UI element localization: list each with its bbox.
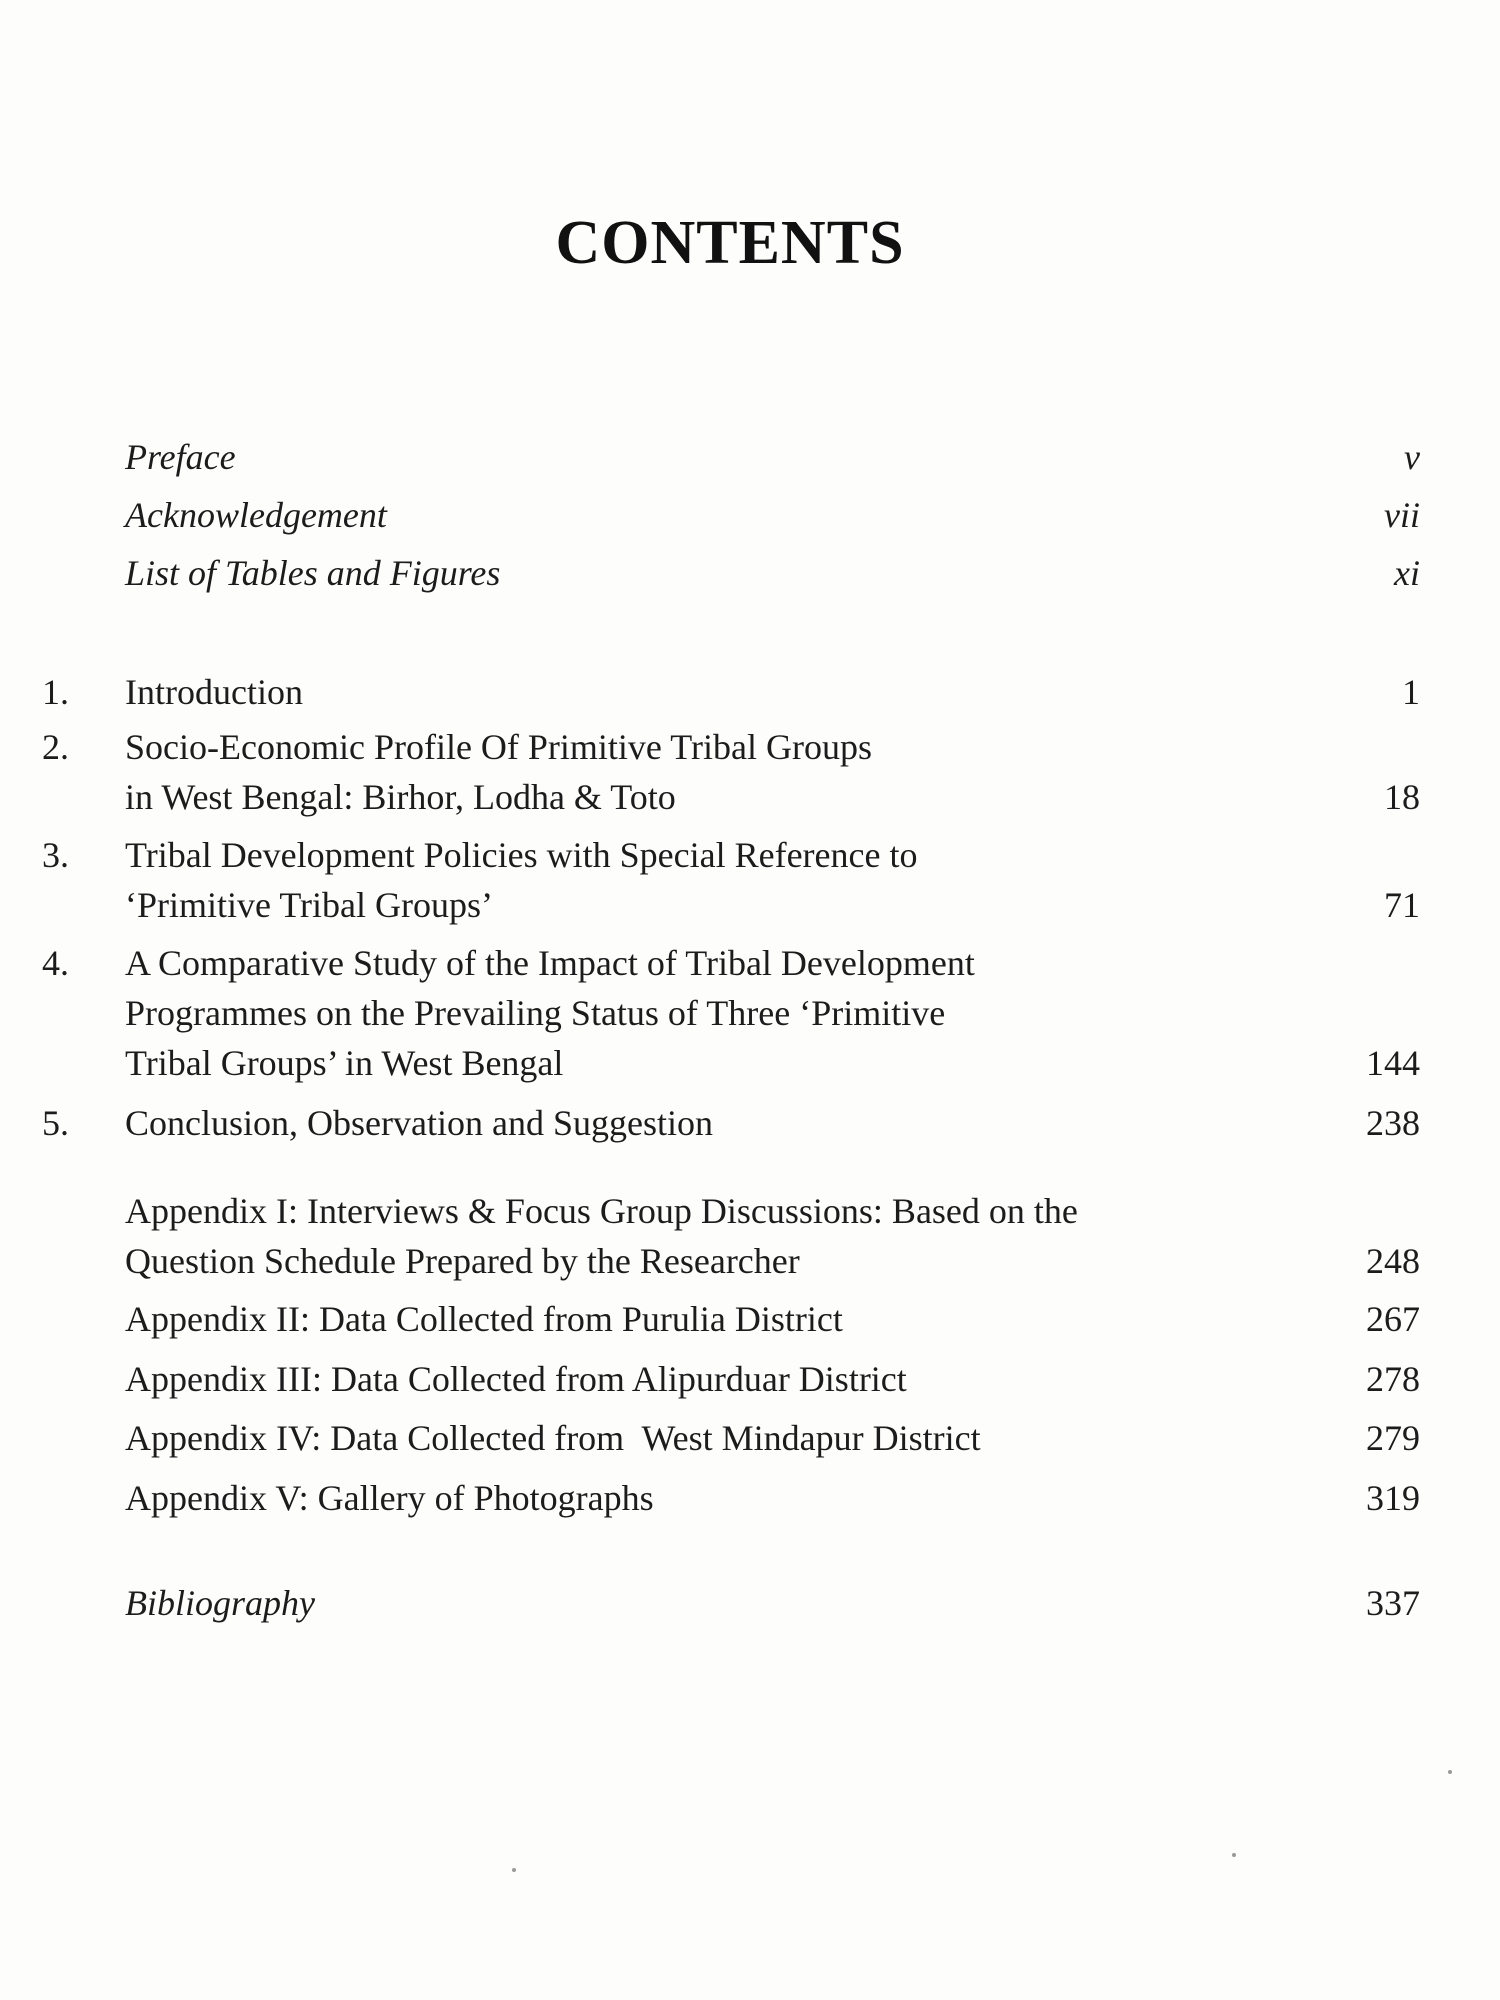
toc-page-number: 1: [1402, 672, 1420, 712]
toc-chapter-5: [0, 1098, 1500, 1148]
appendix-title-line: Question Schedule Prepared by the Researcher: [125, 1241, 800, 1281]
chapter-title-line: Socio-Economic Profile Of Primitive Tribal Groups: [125, 727, 872, 767]
chapter-title: [125, 830, 1305, 930]
chapter-title-line: Introduction: [125, 672, 303, 712]
toc-page-number: 279: [1366, 1418, 1420, 1458]
toc-page-number: 248: [1366, 1241, 1420, 1281]
appendix-title-line: Appendix I: Interviews & Focus Group Discussions: Based on the: [125, 1191, 1078, 1231]
toc-entry-title: Acknowledgement: [125, 495, 387, 535]
chapter-title-line: ‘Primitive Tribal Groups’: [125, 885, 494, 925]
toc-page-number: 278: [1366, 1359, 1420, 1399]
toc-chapter-4: [0, 938, 1500, 1088]
appendix-title: [125, 1354, 1305, 1404]
chapter-title-line: Tribal Development Policies with Special Reference to: [125, 835, 918, 875]
toc-page-number: v: [1404, 437, 1420, 477]
toc-page-number: 337: [1366, 1583, 1420, 1623]
toc-appendix-2: [0, 1294, 1500, 1344]
chapter-title-line: in West Bengal: Birhor, Lodha & Toto: [125, 777, 676, 817]
chapter-title-line: A Comparative Study of the Impact of Tribal Development: [125, 943, 975, 983]
toc-chapter-1: [0, 667, 1500, 717]
toc-entry-title: Bibliography: [125, 1583, 315, 1623]
chapter-number: 4.: [42, 943, 69, 983]
chapter-title: [125, 667, 1305, 717]
appendix-title-line: Appendix IV: Data Collected from West Mindapur District: [125, 1418, 981, 1458]
chapter-title: [125, 722, 1305, 822]
page-title: CONTENTS: [555, 209, 905, 277]
print-speck: [512, 1868, 516, 1872]
toc-page-number: 71: [1384, 885, 1420, 925]
toc-entry-title: List of Tables and Figures: [125, 553, 501, 593]
appendix-title: [125, 1413, 1305, 1463]
chapter-title-line: Conclusion, Observation and Suggestion: [125, 1103, 713, 1143]
appendix-title-line: Appendix III: Data Collected from Alipurduar District: [125, 1359, 907, 1399]
toc-page-number: 319: [1366, 1478, 1420, 1518]
chapter-number: 2.: [42, 727, 69, 767]
appendix-title: [125, 1473, 1305, 1523]
chapter-title: [125, 1098, 1305, 1148]
toc-appendix-5: [0, 1473, 1500, 1523]
toc-page-number: vii: [1384, 495, 1420, 535]
appendix-title-line: Appendix V: Gallery of Photographs: [125, 1478, 654, 1518]
chapter-number: 1.: [42, 672, 69, 712]
appendix-title: [125, 1186, 1305, 1286]
chapter-number: 5.: [42, 1103, 69, 1143]
chapter-title-line: Programmes on the Prevailing Status of Three ‘Primitive: [125, 993, 946, 1033]
print-speck: [1232, 1853, 1236, 1857]
chapter-title-line: Tribal Groups’ in West Bengal: [125, 1043, 564, 1083]
toc-page-number: 18: [1384, 777, 1420, 817]
chapter-title: [125, 938, 1305, 1088]
toc-appendix-4: [0, 1413, 1500, 1463]
print-speck: [1448, 1770, 1452, 1774]
toc-appendix-1: [0, 1186, 1500, 1286]
chapter-number: 3.: [42, 835, 69, 875]
toc-page-number: 144: [1366, 1043, 1420, 1083]
appendix-title: [125, 1294, 1305, 1344]
toc-chapter-2: [0, 722, 1500, 822]
toc-appendix-3: [0, 1354, 1500, 1404]
toc-chapter-3: [0, 830, 1500, 930]
appendix-title-line: Appendix II: Data Collected from Purulia District: [125, 1299, 843, 1339]
toc-page-number: 238: [1366, 1103, 1420, 1143]
toc-page-number: xi: [1394, 553, 1420, 593]
toc-entry-title: Preface: [125, 437, 236, 477]
toc-entry-bibliography: [0, 1578, 1500, 1628]
toc-page-number: 267: [1366, 1299, 1420, 1339]
